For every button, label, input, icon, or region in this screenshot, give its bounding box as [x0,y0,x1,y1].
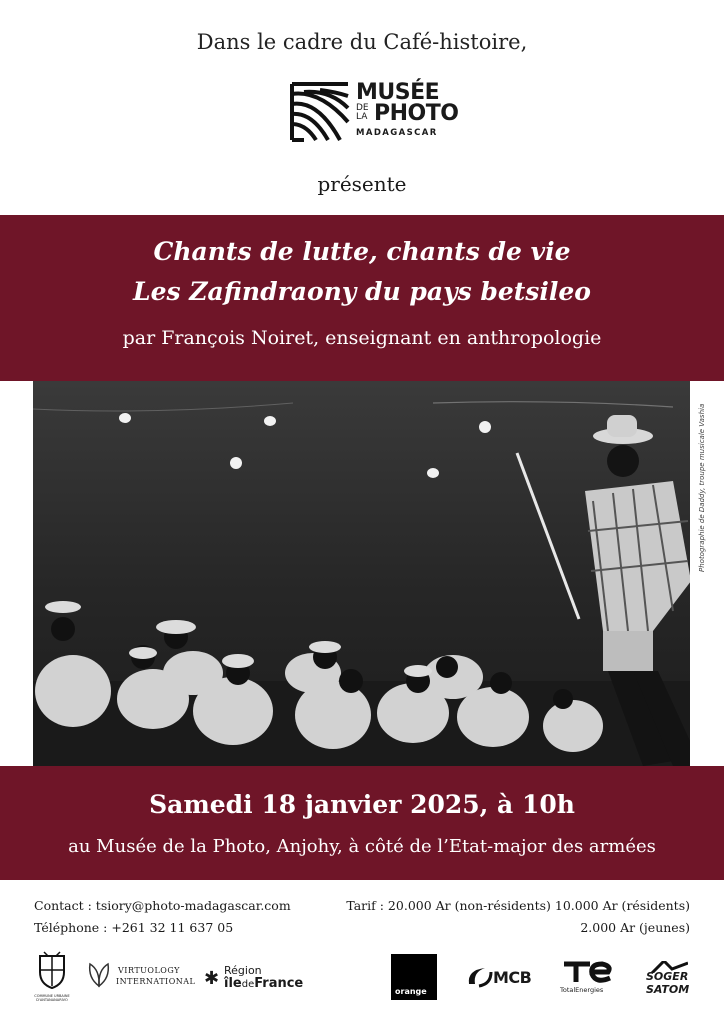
event-title-line2: Les Zafindraony du pays betsileo [133,277,591,306]
sogeratom-line2: SATOM [646,983,690,996]
event-byline: par François Noiret, enseignant en anthropologie [122,327,602,349]
contact-telephone: Téléphone : +261 32 11 637 05 [34,920,234,935]
commune-crest-logo [32,950,72,1004]
crest-icon [32,950,72,990]
sogeratom-line1: SOGER [646,970,689,983]
musee-photo-logo [290,80,459,146]
totalenergies-wordmark: TotalEnergies [560,986,604,994]
logo-word-la: LA [356,112,368,122]
region-idf-logo [204,964,304,998]
tarif-line2: 2.000 Ar (jeunes) [580,920,690,935]
virtuology-leaf-icon [86,960,112,988]
sponsors-row [0,950,724,1010]
intro-text: Dans le cadre du Café-histoire, [196,30,528,54]
logo-word-de: DE [356,103,369,113]
totalenergies-mark-icon [560,958,616,984]
tarif-line1: Tarif : 20.000 Ar (non-résidents) 10.000 Ar (résidents) [346,898,690,913]
musee-logo-mark-icon [290,82,350,142]
sogeratom-logo [644,958,694,1002]
virtuology-line2: INTERNATIONAL [116,977,196,986]
region-de: de [241,979,255,990]
orange-logo [391,954,437,1000]
mcb-logo [465,964,545,994]
logo-word-madagascar: MADAGASCAR [356,128,438,138]
orange-wordmark: orange [395,987,427,996]
virtuology-line1: VIRTUOLOGY [118,966,180,975]
region-line1: Région [224,964,262,977]
date-band [0,766,724,880]
event-photo [33,381,690,766]
presente-text: présente [317,172,407,196]
region-france: France [254,976,304,991]
region-star-icon: ✱ [204,968,220,989]
region-line2 [224,976,303,991]
event-place: au Musée de la Photo, Anjohy, à côté de l’Etat-major des armées [68,836,656,857]
logo-word-photo: PHOTO [374,101,459,126]
title-band [0,215,724,381]
logo-word-musee: MUSÉE [356,80,440,105]
photo-credit: Photographie de Daddy, troupe musicale Vashia [698,403,706,572]
event-title-line1: Chants de lutte, chants de vie [153,237,571,266]
event-date: Samedi 18 janvier 2025, à 10h [149,790,575,819]
contact-email[interactable]: Contact : tsiory@photo-madagascar.com [34,898,291,913]
mcb-swoosh-icon [465,964,495,990]
mcb-wordmark: MCB [493,968,532,987]
virtuology-logo [86,960,196,1000]
commune-caption: COMMUNE URBAINE D'ANTANANARIVO [34,994,70,1002]
region-ile: île [224,976,242,991]
totalenergies-logo [560,958,630,1000]
